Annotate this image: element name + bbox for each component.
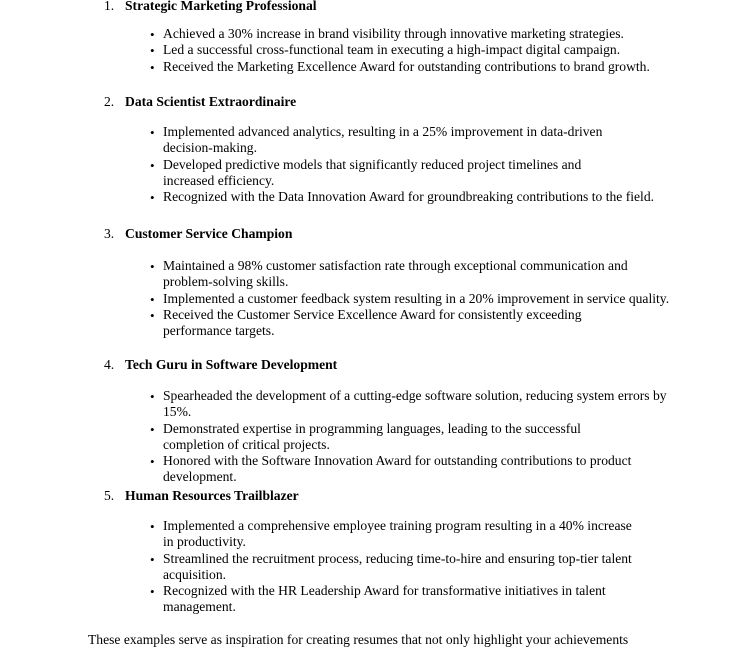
bullet-icon: • <box>150 307 155 323</box>
section-number: 5. <box>104 488 115 503</box>
section-name: Customer Service Champion <box>125 226 293 241</box>
bullet-icon: • <box>150 519 155 534</box>
section-name: Tech Guru in Software Development <box>125 357 338 372</box>
bullet-item: • Received the Marketing Excellence Award for outstanding contributions to brand growth. <box>150 58 650 75</box>
bullet-item: • Led a successful cross-functional team in executing a high-impact digital campaign. <box>150 42 621 59</box>
section-number: 1. <box>104 0 115 13</box>
section-name: Human Resources Trailblazer <box>125 488 299 503</box>
closing-paragraph: These examples serve as inspiration for creating resumes that not only highlight your achievements <box>88 632 629 647</box>
bullet-icon: • <box>150 454 155 470</box>
bullet-icon: • <box>150 291 155 307</box>
bullet-item: • Implemented a comprehensive employee training program resulting in a 40% increase in productivity. <box>150 518 632 550</box>
bullet-icon: • <box>150 584 155 600</box>
bullet-list <box>0 518 740 616</box>
bullet-item: • Implemented a customer feedback system resulting in a 20% improvement in service quality. <box>150 290 670 307</box>
bullet-item: • Achieved a 30% increase in brand visibility through innovative marketing strategies. <box>150 26 624 42</box>
bullet-icon: • <box>150 190 155 206</box>
bullet-list <box>0 388 740 486</box>
bullet-item: • Streamlined the recruitment process, reducing time-to-hire and ensuring top-tier talent acquisition. <box>150 550 632 582</box>
bullet-item: • Recognized with the HR Leadership Award for transformative initiatives in talent management. <box>150 583 606 615</box>
bullet-list <box>0 124 740 205</box>
bullet-icon: • <box>150 43 155 59</box>
section-title <box>104 226 292 242</box>
bullet-item: • Recognized with the Data Innovation Award for groundbreaking contributions to the field. <box>150 189 655 206</box>
section-title <box>104 488 299 504</box>
bullet-list <box>0 26 740 75</box>
section-title <box>104 357 337 373</box>
bullet-item: • Received the Customer Service Excellence Award for consistently exceeding performance targets. <box>150 306 582 339</box>
bullet-icon: • <box>150 27 155 42</box>
section-title <box>104 0 317 14</box>
bullet-icon: • <box>150 551 155 567</box>
bullet-item: • Developed predictive models that significantly reduced project timelines and increased efficiency. <box>150 156 582 188</box>
section-name: Data Scientist Extraordinaire <box>125 94 297 109</box>
bullet-icon: • <box>150 125 155 140</box>
bullet-icon: • <box>150 259 155 274</box>
bullet-icon: • <box>150 389 155 404</box>
bullet-icon: • <box>150 59 155 75</box>
bullet-item: • Honored with the Software Innovation Award for outstanding contributions to product development. <box>150 453 632 485</box>
bullet-list <box>0 258 740 339</box>
bullet-icon: • <box>150 157 155 173</box>
bullet-item: • Spearheaded the development of a cutting-edge software solution, reducing system errors by 15%. <box>150 388 667 420</box>
section-title <box>104 94 296 110</box>
section-number: 3. <box>104 226 115 241</box>
bullet-item: • Demonstrated expertise in programming languages, leading to the successful completion of critical projects. <box>150 420 581 452</box>
bullet-item: • Maintained a 98% customer satisfaction rate through exceptional communication and problem-solving skills. <box>150 258 628 290</box>
section-number: 4. <box>104 357 115 372</box>
bullet-item: • Implemented advanced analytics, resulting in a 25% improvement in data-driven decision-making. <box>150 124 603 156</box>
section-name: Strategic Marketing Professional <box>125 0 317 13</box>
bullet-icon: • <box>150 421 155 437</box>
section-number: 2. <box>104 94 115 109</box>
